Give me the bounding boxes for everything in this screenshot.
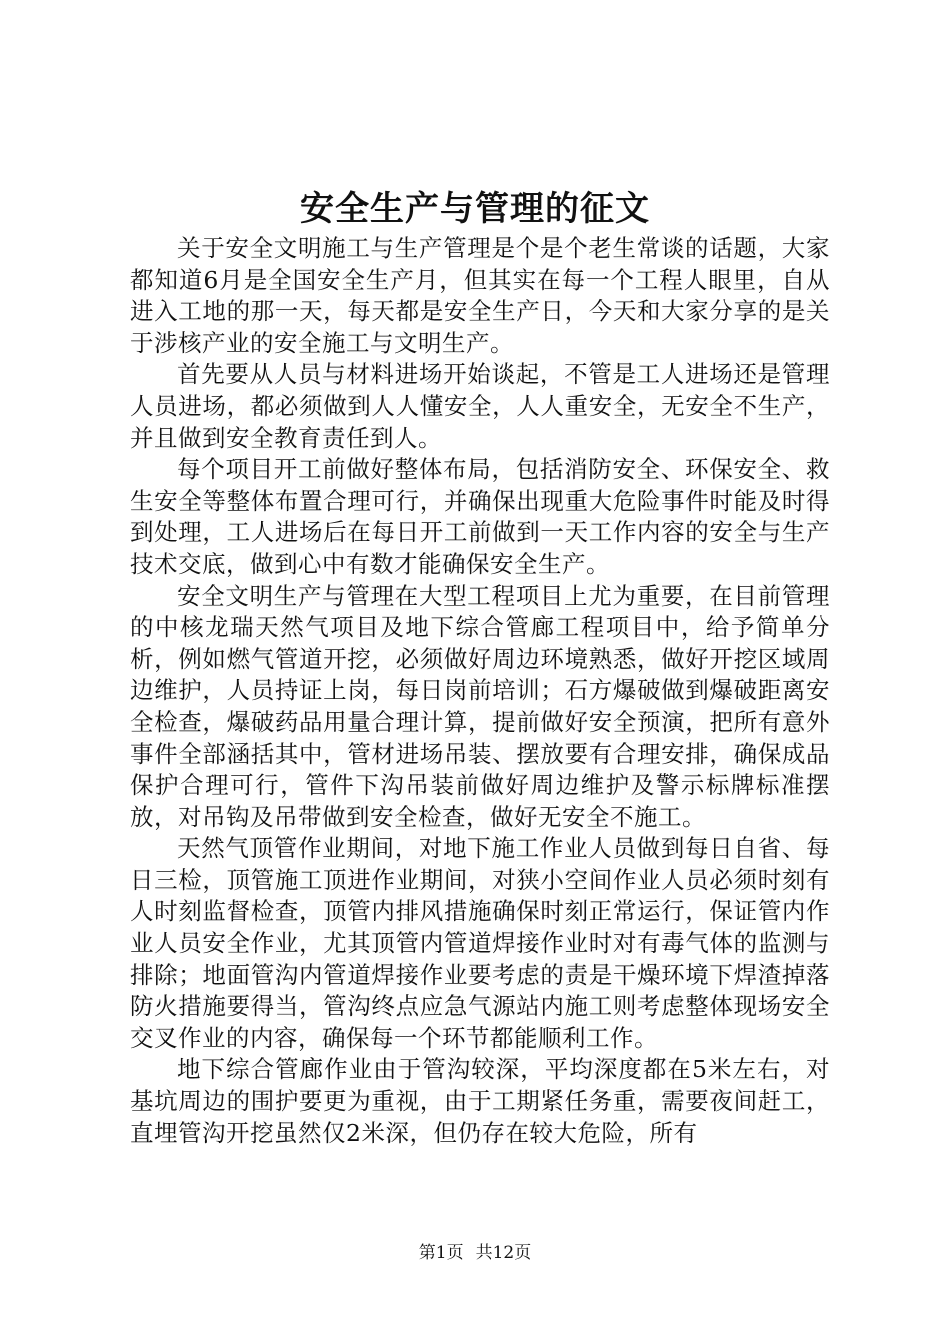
paragraph-5: 天然气顶管作业期间，对地下施工作业人员做到每日自省、每日三检，顶管施工顶进作业期间，对狭小空间作业人员必须时刻有人时刻监督检查，顶管内排风措施确保时刻正常运行，保证管内作业人员安全作业，尤其顶管内管道焊接作业时对有毒气体的监测与排除；地面管沟内管道焊接作业要考虑的责是干燥环境下焊渣掉落防火措施要得当，管沟终点应急气源站内施工则考虑整体现场安全交叉作业的内容，确保每一个环节都能顺利工作。 bbox=[130, 834, 830, 1052]
page-number-current: 第1页 bbox=[418, 1243, 464, 1263]
paragraph-1: 关于安全文明施工与生产管理是个是个老生常谈的话题，大家都知道6月是全国安全生产月，但其实在每一个工程人眼里，自从进入工地的那一天，每天都是安全生产日，今天和大家分享的是关于涉核产业的安全施工与文明生产。 bbox=[130, 234, 830, 357]
paragraph-2: 首先要从人员与材料进场开始谈起，不管是工人进场还是管理人员进场，都必须做到人人懂安全，人人重安全，无安全不生产，并且做到安全教育责任到人。 bbox=[130, 360, 830, 452]
document-title: 安全生产与管理的征文 bbox=[300, 189, 650, 229]
paragraph-4: 安全文明生产与管理在大型工程项目上尤为重要，在目前管理的中核龙瑞天然气项目及地下综合管廊工程项目中，给予简单分析，例如燃气管道开挖，必须做好周边环境熟悉，做好开挖区域周边维护，人员持证上岗，每日岗前培训；石方爆破做到爆破距离安全检查，爆破药品用量合理计算，提前做好安全预演，把所有意外事件全部涵括其中，管材进场吊装、摆放要有合理安排，确保成品保护合理可行，管件下沟吊装前做好周边维护及警示标牌标准摆放，对吊钩及吊带做到安全检查，做好无安全不施工。 bbox=[130, 581, 830, 831]
page-number-total: 共12页 bbox=[475, 1243, 532, 1263]
page-footer bbox=[0, 1241, 950, 1265]
paragraph-6: 地下综合管廊作业由于管沟较深，平均深度都在5米左右，对基坑周边的围护要更为重视，由于工期紧任务重，需要夜间赶工，直埋管沟开挖虽然仅2米深，但仍存在较大危险，所有 bbox=[130, 1055, 830, 1147]
document-body bbox=[130, 233, 830, 1183]
paragraph-3: 每个项目开工前做好整体布局，包括消防安全、环保安全、救生安全等整体布置合理可行，并确保出现重大危险事件时能及时得到处理，工人进场后在每日开工前做到一天工作内容的安全与生产技术交底，做到心中有数才能确保安全生产。 bbox=[130, 455, 830, 578]
